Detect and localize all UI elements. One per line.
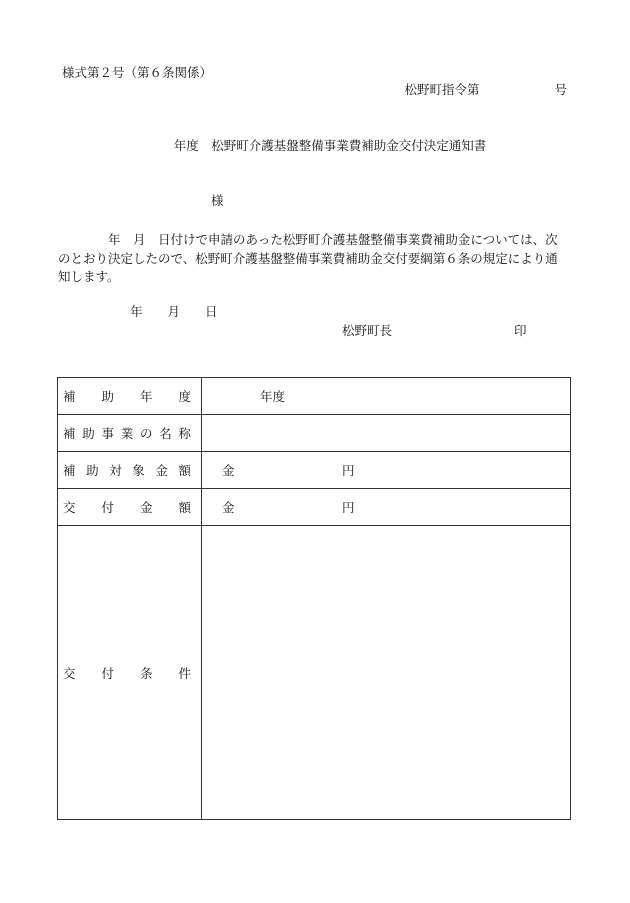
project-name-value bbox=[202, 415, 571, 452]
document-title: 年度 松野町介護基盤整備事業費補助金交付決定通知書 bbox=[173, 138, 487, 153]
grant-details-table bbox=[57, 377, 571, 820]
reference-number: 松野町指令第 号 bbox=[404, 82, 567, 97]
row-label-text: 補助対象金額 bbox=[63, 463, 191, 478]
issue-date: 年 月 日 bbox=[130, 304, 218, 319]
row-label bbox=[58, 489, 202, 526]
amount-unit: 円 bbox=[342, 463, 355, 478]
row-label bbox=[58, 415, 202, 452]
table-row bbox=[58, 489, 571, 526]
row-label-text: 交付金額 bbox=[63, 500, 191, 515]
form-number: 様式第２号（第６条関係） bbox=[62, 65, 213, 80]
table-row bbox=[58, 526, 571, 820]
amount-prefix: 金 bbox=[222, 500, 235, 515]
row-label-text: 補助年度 bbox=[63, 389, 191, 404]
amount-prefix: 金 bbox=[222, 463, 235, 478]
row-label-text: 交付条件 bbox=[63, 665, 191, 681]
amount-unit: 円 bbox=[342, 500, 355, 515]
seal-mark: 印 bbox=[514, 323, 527, 338]
table-row bbox=[58, 378, 571, 415]
grant-amount-value bbox=[202, 489, 571, 526]
fiscal-year-value: 年度 bbox=[202, 378, 571, 415]
row-label bbox=[58, 526, 202, 820]
row-label bbox=[58, 452, 202, 489]
grant-conditions-value bbox=[202, 526, 571, 820]
row-label-text: 補助事業の名称 bbox=[63, 426, 191, 441]
table-row bbox=[58, 415, 571, 452]
eligible-amount-value bbox=[202, 452, 571, 489]
addressee: 様 bbox=[211, 193, 224, 208]
row-label bbox=[58, 378, 202, 415]
notice-body: 年 月 日付けで申請のあった松野町介護基盤整備事業費補助金については、次のとおり決定したので、松野町介護基盤整備事業費補助金交付要綱第６条の規定により通知します。 bbox=[58, 232, 558, 284]
issuer-name: 松野町長 bbox=[342, 323, 393, 338]
table-row bbox=[58, 452, 571, 489]
